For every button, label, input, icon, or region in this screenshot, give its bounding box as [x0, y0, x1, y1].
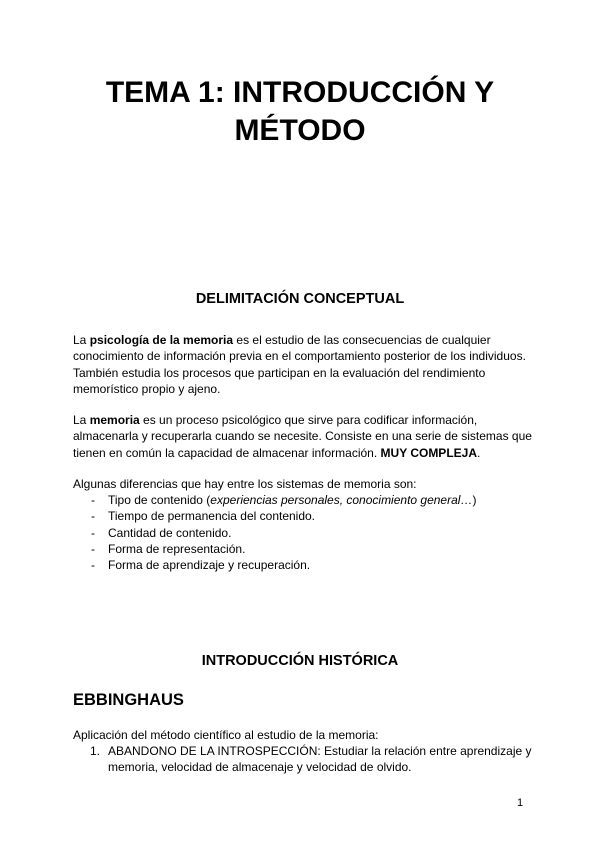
item-2-text: Tiempo de permanencia del contenido. — [108, 509, 316, 524]
item-1-pre: Tipo de contenido ( — [108, 493, 211, 507]
list-intro-diferencias: Algunas diferencias que hay entre los sistemas de memoria son: — [73, 477, 417, 491]
p1-pre: La — [73, 333, 90, 347]
p2-bold-term: memoria — [89, 413, 140, 427]
item-5-text: Forma de aprendizaje y recuperación. — [108, 558, 311, 573]
p2-end: . — [477, 445, 481, 460]
p1-bold-term: psicología de la memoria — [89, 333, 234, 347]
list-item — [73, 492, 533, 508]
section-heading-introduccion-historica: INTRODUCCIÓN HISTÓRICA — [201, 653, 399, 669]
item-1-italic: experiencias personales, conocimiento general… — [210, 493, 473, 507]
title-line-2: MÉTODO — [234, 114, 366, 147]
dash-bullet: - — [91, 525, 95, 540]
dash-bullet: - — [91, 509, 95, 524]
dash-bullet: - — [91, 558, 95, 573]
list-item — [73, 525, 533, 541]
list-item — [73, 508, 533, 524]
list-item — [73, 743, 533, 776]
paragraph-metodo-cientifico: Aplicación del método científico al estudio de la memoria: — [73, 728, 379, 742]
section-heading-delimitacion: DELIMITACIÓN CONCEPTUAL — [195, 291, 405, 307]
title-line-1: TEMA 1: INTRODUCCIÓN Y — [105, 76, 495, 109]
item-1-post: ) — [472, 493, 477, 507]
list-number: 1. — [90, 744, 101, 758]
document-title — [60, 74, 540, 150]
item-4-text: Forma de representación. — [108, 541, 246, 556]
item-abandono-text: ABANDONO DE LA INTROSPECCIÓN: Estudiar la relación entre aprendizaje y memoria, velocidad de almacenaje y velocidad de olvido. — [108, 744, 532, 775]
item-3-text: Cantidad de contenido. — [108, 525, 232, 540]
ebbinghaus-list — [73, 743, 533, 776]
page-number: 1 — [517, 797, 524, 809]
p2-pre: La — [73, 413, 90, 427]
p2-bold-emphasis: MUY COMPLEJA — [380, 445, 477, 460]
dash-bullet: - — [91, 541, 95, 556]
list-item — [73, 557, 533, 573]
dash-bullet: - — [91, 493, 95, 507]
diferencias-list — [73, 492, 533, 573]
paragraph-memoria-definicion — [73, 412, 533, 461]
subheading-ebbinghaus: EBBINGHAUS — [73, 691, 184, 709]
paragraph-psicologia-memoria — [73, 332, 533, 397]
p1-post: es el estudio de las consecuencias de cualquier conocimiento de información previa en el comportamiento posterior de los individuos. También estudia los procesos que participan en la evaluación del rendimiento memorístico propio y ajeno. — [73, 333, 526, 396]
p2-post: es un proceso psicológico que sirve para codificar información, almacenarla y recuperarla cuando se necesite. Consiste en una serie de sistemas que tienen en común la capacidad de almacenar información. — [73, 413, 532, 460]
list-item — [73, 541, 533, 557]
